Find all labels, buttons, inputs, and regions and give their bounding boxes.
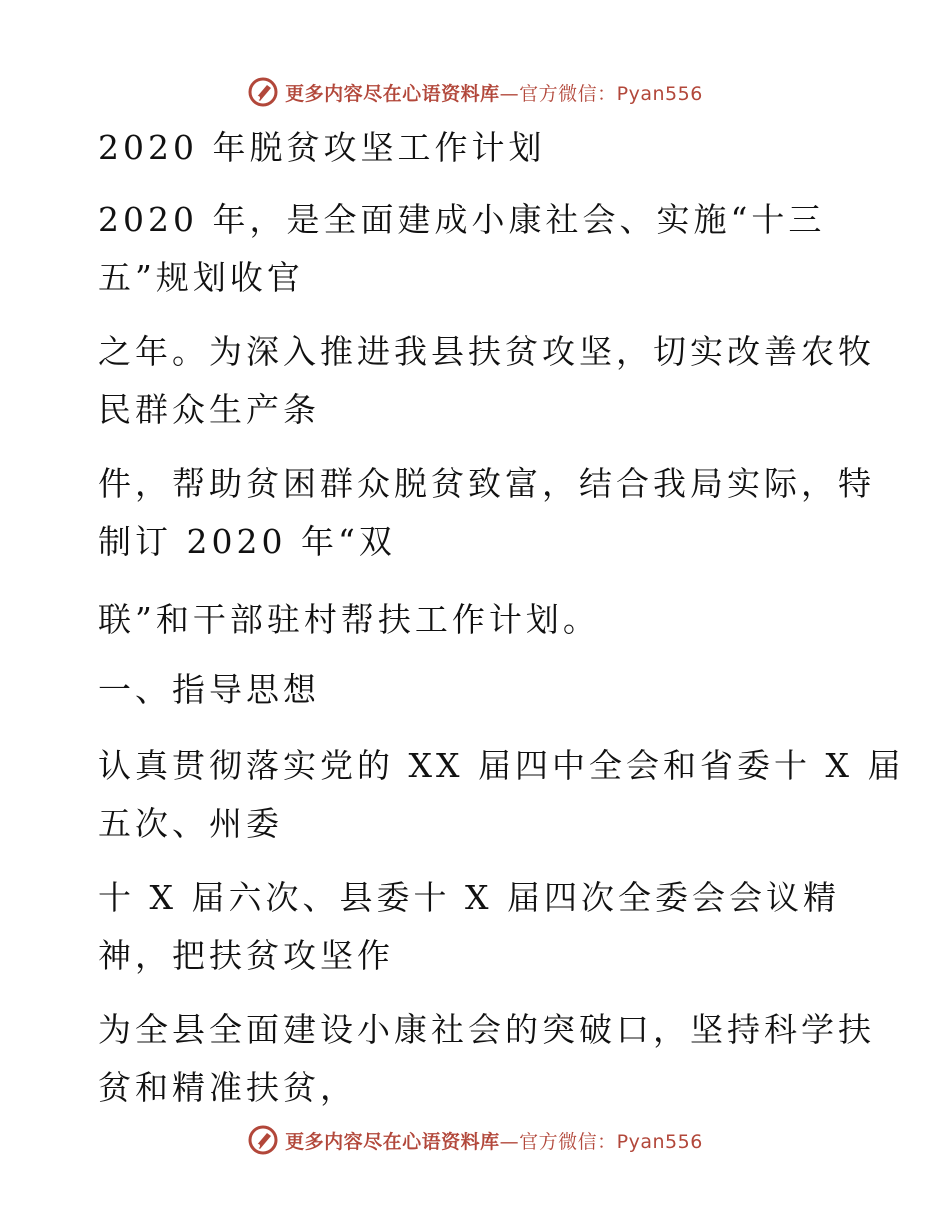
doc-line: 为全县全面建设小康社会的突破口，坚持科学扶 (98, 1010, 875, 1049)
doc-line: 五”规划收官 (98, 258, 304, 297)
doc-line: 认真贯彻落实党的 XX 届四中全会和省委十 X 届 (98, 746, 905, 785)
doc-line: 件，帮助贫困群众脱贫致富，结合我局实际，特 (98, 464, 875, 503)
footer-banner-inner (247, 1124, 703, 1156)
doc-line: 之年。为深入推进我县扶贫攻坚，切实改善农牧 (98, 332, 875, 371)
doc-line: 神，把扶贫攻坚作 (98, 936, 394, 975)
header-banner-main: 更多内容尽在心语资料库 (285, 82, 500, 105)
doc-line: 贫和精准扶贫， (98, 1068, 357, 1107)
header-banner-tail: —官方微信：Pyan556 (499, 82, 703, 105)
doc-line: 2020 年，是全面建成小康社会、实施“十三 (98, 200, 826, 239)
doc-line: 制订 2020 年“双 (98, 522, 396, 561)
pen-seal-icon (247, 1124, 279, 1156)
footer-banner-main: 更多内容尽在心语资料库 (285, 1130, 500, 1153)
section-heading: 一、指导思想 (98, 670, 320, 709)
header-banner (0, 72, 950, 112)
footer-banner (0, 1120, 950, 1160)
pen-seal-icon (247, 76, 279, 108)
doc-line: 联”和干部驻村帮扶工作计划。 (98, 600, 600, 639)
doc-line: 十 X 届六次、县委十 X 届四次全委会会议精 (98, 878, 840, 917)
header-banner-text (285, 79, 703, 106)
footer-banner-text (285, 1127, 703, 1154)
doc-title: 2020 年脱贫攻坚工作计划 (98, 128, 546, 167)
header-banner-inner (247, 76, 703, 108)
doc-line: 五次、州委 (98, 804, 283, 843)
footer-banner-tail: —官方微信：Pyan556 (499, 1130, 703, 1153)
doc-line: 民群众生产条 (98, 390, 320, 429)
